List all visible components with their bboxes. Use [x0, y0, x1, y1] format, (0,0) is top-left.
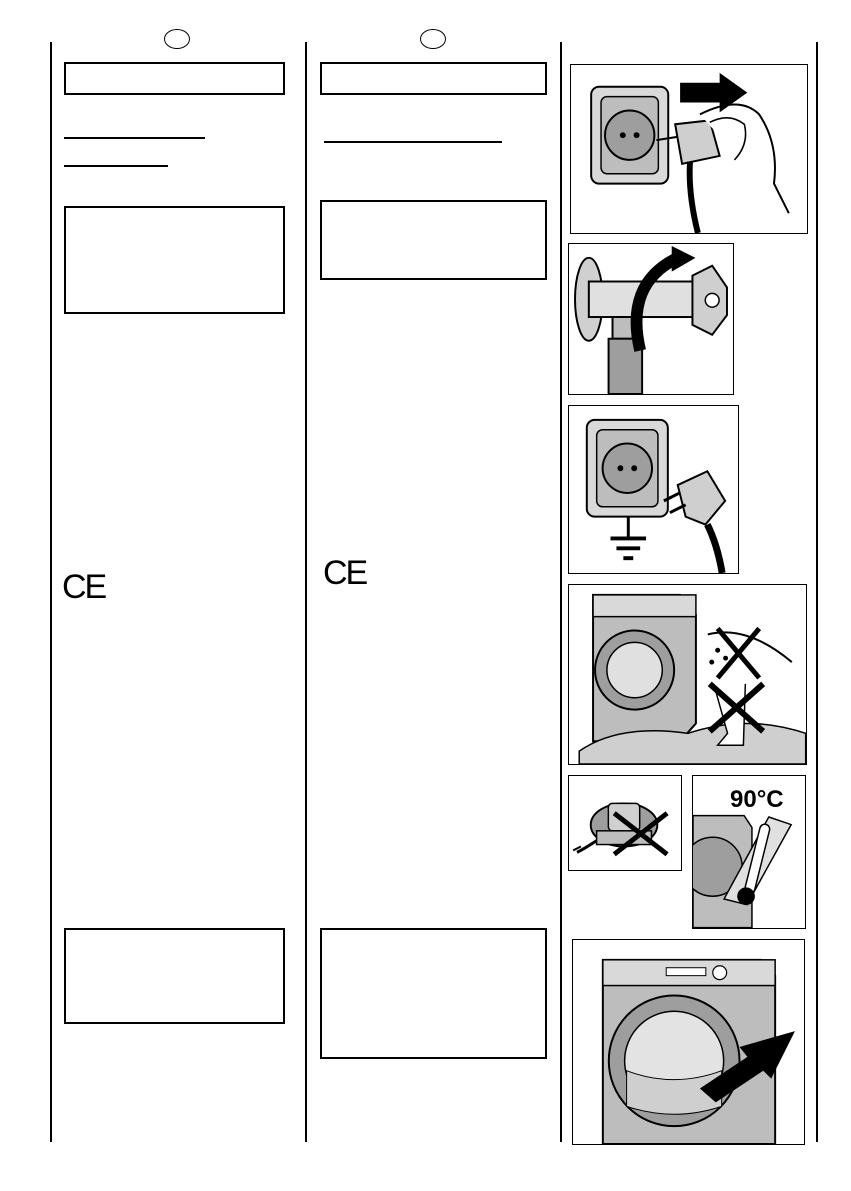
left-heading-box — [64, 62, 285, 95]
ce-mark-middle: CE — [323, 554, 367, 592]
middle-underline — [324, 141, 502, 143]
temperature-label: 90°C — [730, 786, 784, 813]
no-wet-hands-barefoot-icon — [568, 584, 807, 765]
middle-warning-box — [320, 200, 547, 280]
check-drum-water-icon — [572, 939, 805, 1145]
language-flag-icon-middle — [420, 29, 446, 49]
column-divider-far-right — [816, 42, 818, 1142]
left-warning-box — [64, 206, 285, 314]
middle-note-box — [320, 928, 547, 1059]
earthed-socket-icon — [568, 405, 739, 574]
left-underline-1 — [64, 137, 205, 139]
left-note-box — [64, 928, 285, 1024]
middle-heading-box — [320, 62, 547, 95]
no-multi-adapter-icon — [568, 775, 682, 871]
ce-mark-left: CE — [62, 568, 106, 606]
language-flag-icon-left — [164, 29, 190, 49]
unplug-plug-icon — [570, 64, 808, 234]
column-divider-left — [50, 42, 52, 1142]
column-divider-middle — [305, 42, 307, 1142]
water-tap-close-icon — [568, 243, 734, 395]
left-underline-2 — [64, 165, 168, 167]
column-divider-right — [560, 42, 562, 1142]
